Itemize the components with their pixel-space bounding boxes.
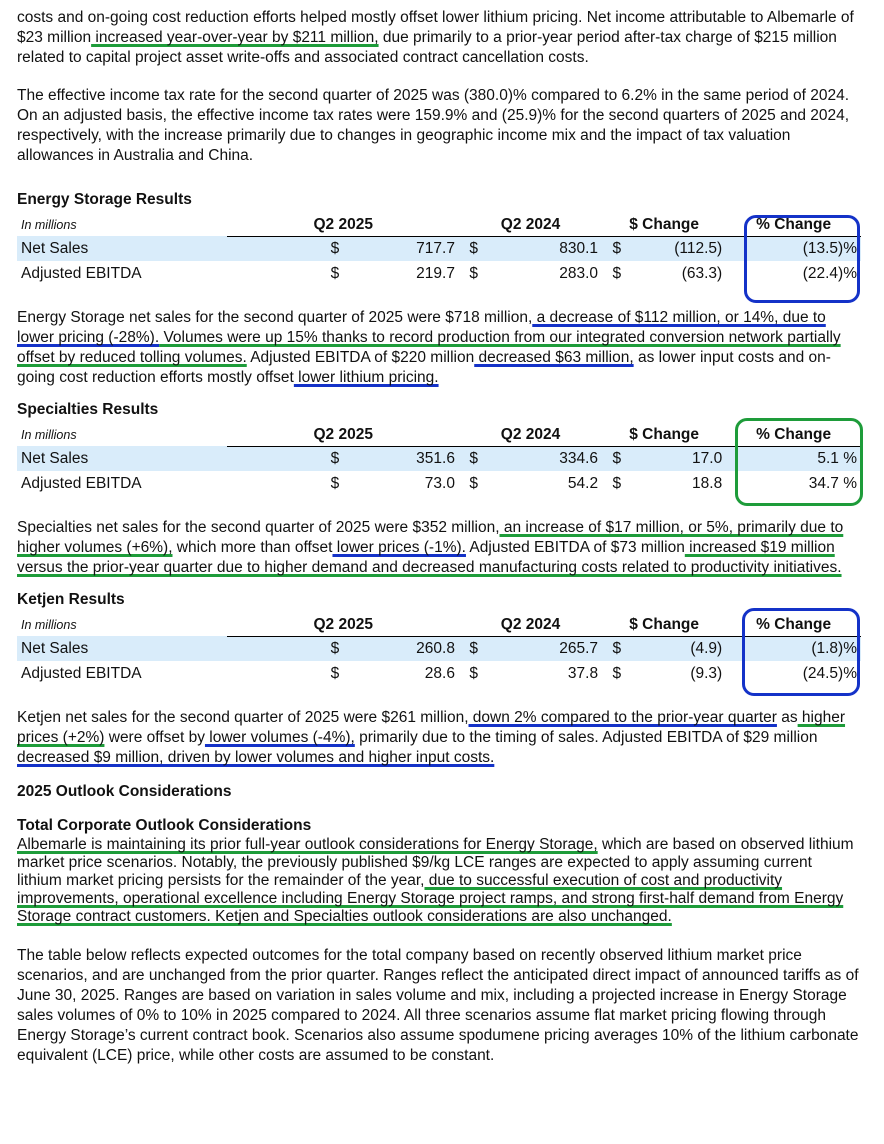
row-label: Adjusted EBITDA bbox=[21, 664, 142, 682]
text: as bbox=[776, 709, 798, 726]
currency-sign: $ bbox=[469, 474, 478, 492]
text: primarily due to the timing of sales. Adjusted EBITDA of $29 million bbox=[354, 729, 818, 746]
currency-sign: $ bbox=[469, 264, 478, 282]
specialties-table-wrap bbox=[17, 424, 859, 496]
currency-sign: $ bbox=[602, 636, 631, 661]
row-label: Net Sales bbox=[17, 236, 227, 261]
value-dollar-change: (9.3) bbox=[690, 664, 723, 682]
value-dollar-change: (63.3) bbox=[681, 264, 723, 282]
currency-sign: $ bbox=[602, 446, 631, 471]
unit-label: In millions bbox=[21, 218, 77, 232]
column-header-q2-2025: Q2 2025 bbox=[227, 424, 459, 446]
document-page bbox=[17, 8, 859, 1066]
currency-sign: $ bbox=[330, 264, 340, 282]
outlook-paragraph-1 bbox=[17, 836, 859, 926]
highlight-increase: an increase of $17 million, or 5%, primarily due to higher volumes (+6%), bbox=[17, 519, 844, 556]
text: Adjusted EBITDA of $73 million bbox=[465, 539, 685, 556]
highlight-lower-prices: lower prices (-1%). bbox=[332, 539, 466, 556]
table-header-row bbox=[17, 614, 861, 636]
unit-label: In millions bbox=[21, 428, 77, 442]
value-q2-2024: 830.1 bbox=[488, 236, 602, 261]
value-pct-change: (24.5)% bbox=[802, 664, 857, 682]
column-header-dollar-change: $ Change bbox=[602, 214, 726, 236]
value-q2-2024: 37.8 bbox=[567, 664, 599, 682]
column-header-q2-2025: Q2 2025 bbox=[227, 214, 459, 236]
value-dollar-change: 18.8 bbox=[692, 474, 723, 492]
column-header-dollar-change: $ Change bbox=[602, 424, 726, 446]
column-header-q2-2024: Q2 2024 bbox=[459, 424, 602, 446]
row-label: Adjusted EBITDA bbox=[21, 264, 142, 282]
currency-sign: $ bbox=[459, 446, 488, 471]
specialties-paragraph bbox=[17, 518, 859, 578]
ketjen-paragraph bbox=[17, 708, 859, 768]
energy-storage-table-wrap bbox=[17, 214, 859, 286]
table-header-row bbox=[17, 214, 861, 236]
value-q2-2024: 54.2 bbox=[567, 474, 599, 492]
column-header-dollar-change: $ Change bbox=[602, 614, 726, 636]
ketjen-title: Ketjen Results bbox=[17, 591, 125, 608]
currency-sign: $ bbox=[469, 664, 478, 682]
highlight-down-2pct: down 2% compared to the prior-year quarter bbox=[468, 709, 777, 726]
value-pct-change: 34.7 % bbox=[808, 474, 857, 492]
currency-sign: $ bbox=[459, 636, 488, 661]
specialties-table bbox=[17, 424, 861, 496]
outlook-paragraph-2: The table below reflects expected outcomes for the total company based on recently observed lithium market price scenarios, and are unchanged from the prior quarter. Ranges reflect the anticipated direct impact of announced tariffs as of June 30, 2025. Ranges are based on variation in sales volume and mix, including a projected increase in Energy Storage sales volumes of 0% to 10% in 2025 compared to 2024. All three scenarios assume flat market pricing flowing through Energy Storage’s current contract book. Scenarios also assume spodumene pricing averages 10% of the lithium carbonate equivalent (LCE) price, while other costs are assumed to be constant. bbox=[17, 947, 859, 1064]
currency-sign: $ bbox=[612, 264, 622, 282]
column-header-q2-2024: Q2 2024 bbox=[459, 614, 602, 636]
unit-label: In millions bbox=[21, 618, 77, 632]
table-row bbox=[17, 446, 861, 471]
energy-storage-table bbox=[17, 214, 861, 286]
table-row bbox=[17, 636, 861, 661]
text: were offset by bbox=[104, 729, 205, 746]
highlight-net-income-increase: increased year-over-year by $211 million, bbox=[91, 29, 379, 46]
text: Adjusted EBITDA of $220 million bbox=[246, 349, 475, 366]
text: Specialties net sales for the second quarter of 2025 were $352 million, bbox=[17, 519, 500, 536]
column-header-pct-change: % Change bbox=[726, 614, 861, 636]
currency-sign: $ bbox=[330, 474, 340, 492]
column-header-pct-change: % Change bbox=[726, 214, 861, 236]
highlight-maintaining-outlook: Albemarle is maintaining its prior full-year outlook considerations for Energy Storage, bbox=[17, 836, 598, 853]
intro-text-cont: due primarily to a prior-year period after-tax charge of $215 million related to capital project asset write-offs and associated contract cancellation costs. bbox=[17, 29, 837, 66]
row-label: Net Sales bbox=[17, 636, 227, 661]
table-row bbox=[17, 261, 861, 286]
outlook-title: 2025 Outlook Considerations bbox=[17, 783, 232, 800]
table-row bbox=[17, 471, 861, 496]
ketjen-table bbox=[17, 614, 861, 686]
currency-sign: $ bbox=[612, 664, 622, 682]
intro-text: costs and on-going cost reduction efforts helped mostly offset lower lithium pricing. Net income attributable to Albemarle of $23 million bbox=[17, 9, 854, 46]
text: Ketjen net sales for the second quarter of 2025 were $261 million, bbox=[17, 709, 469, 726]
highlight-lower-pricing: lower lithium pricing. bbox=[293, 369, 439, 386]
value-dollar-change: 17.0 bbox=[632, 446, 727, 471]
row-label: Net Sales bbox=[17, 446, 227, 471]
table-row bbox=[17, 661, 861, 686]
highlight-successful-execution: due to successful execution of cost and productivity improvements, operational excellence including Energy Storage project ramps, and strong first-half demand from Energy Storage contract customers. Ketjen and Specialties outlook considerations are also unchanged. bbox=[17, 872, 844, 925]
outlook-subtitle: Total Corporate Outlook Considerations bbox=[17, 817, 312, 834]
row-label: Adjusted EBITDA bbox=[21, 474, 142, 492]
value-q2-2025: 73.0 bbox=[424, 474, 455, 492]
highlight-lower-volumes: lower volumes (-4%), bbox=[204, 729, 355, 746]
text: Energy Storage net sales for the second quarter of 2025 were $718 million, bbox=[17, 309, 533, 326]
column-header-q2-2025: Q2 2025 bbox=[227, 614, 459, 636]
specialties-title: Specialties Results bbox=[17, 401, 159, 418]
highlight-ebitda-decrease: decreased $63 million, bbox=[474, 349, 634, 366]
value-pct-change: (13.5)% bbox=[726, 236, 861, 261]
table-row bbox=[17, 236, 861, 261]
energy-storage-title: Energy Storage Results bbox=[17, 191, 192, 208]
text: which more than offset bbox=[172, 539, 333, 556]
column-header-q2-2024: Q2 2024 bbox=[459, 214, 602, 236]
text: as lower input costs and on-going cost reduction efforts mostly offset bbox=[17, 349, 831, 386]
text: which are based on observed lithium market price scenarios. Notably, the previously published $9/kg LCE ranges are expected to apply assuming current lithium market pricing persists for the remainder of the year, bbox=[17, 836, 854, 889]
ketjen-table-wrap bbox=[17, 614, 859, 686]
intro-paragraph-1 bbox=[17, 8, 859, 68]
value-q2-2025: 351.6 bbox=[343, 446, 459, 471]
currency-sign: $ bbox=[227, 446, 343, 471]
value-q2-2024: 283.0 bbox=[559, 264, 599, 282]
energy-storage-paragraph bbox=[17, 308, 859, 388]
highlight-ebitda-increase: increased $19 million versus the prior-year quarter due to higher demand and decreased manufacturing costs related to productivity initiatives. bbox=[17, 539, 842, 576]
currency-sign: $ bbox=[227, 236, 343, 261]
value-q2-2025: 219.7 bbox=[416, 264, 455, 282]
currency-sign: $ bbox=[459, 236, 488, 261]
value-q2-2025: 260.8 bbox=[343, 636, 459, 661]
value-q2-2025: 717.7 bbox=[343, 236, 459, 261]
highlight-decrease: a decrease of $112 million, or 14%, due to lower pricing (-28%). bbox=[17, 309, 826, 346]
currency-sign: $ bbox=[330, 664, 340, 682]
table-header-row bbox=[17, 424, 861, 446]
value-q2-2024: 265.7 bbox=[488, 636, 602, 661]
value-q2-2025: 28.6 bbox=[424, 664, 455, 682]
highlight-higher-prices: higher prices (+2%) bbox=[17, 709, 846, 746]
intro-paragraph-2: The effective income tax rate for the second quarter of 2025 was (380.0)% compared to 6.2% in the same period of 2024. On an adjusted basis, the effective income tax rates were 159.9% and (25.9)% for the second quarters of 2025 and 2024, respectively, with the increase primarily due to changes in geographic income mix and the impact of tax valuation allowances in Australia and China. bbox=[17, 87, 850, 164]
currency-sign: $ bbox=[227, 636, 343, 661]
currency-sign: $ bbox=[602, 236, 631, 261]
value-pct-change: (1.8)% bbox=[726, 636, 861, 661]
currency-sign: $ bbox=[612, 474, 622, 492]
column-header-pct-change: % Change bbox=[726, 424, 861, 446]
highlight-volumes-up: Volumes were up 15% thanks to record production from our integrated conversion network partially offset by reduced tolling volumes. bbox=[17, 329, 841, 366]
value-dollar-change: (4.9) bbox=[632, 636, 727, 661]
value-pct-change: 5.1 % bbox=[726, 446, 861, 471]
value-pct-change: (22.4)% bbox=[802, 264, 857, 282]
value-q2-2024: 334.6 bbox=[488, 446, 602, 471]
value-dollar-change: (112.5) bbox=[632, 236, 727, 261]
highlight-ebitda-decrease: decreased $9 million, driven by lower volumes and higher input costs. bbox=[17, 749, 495, 766]
